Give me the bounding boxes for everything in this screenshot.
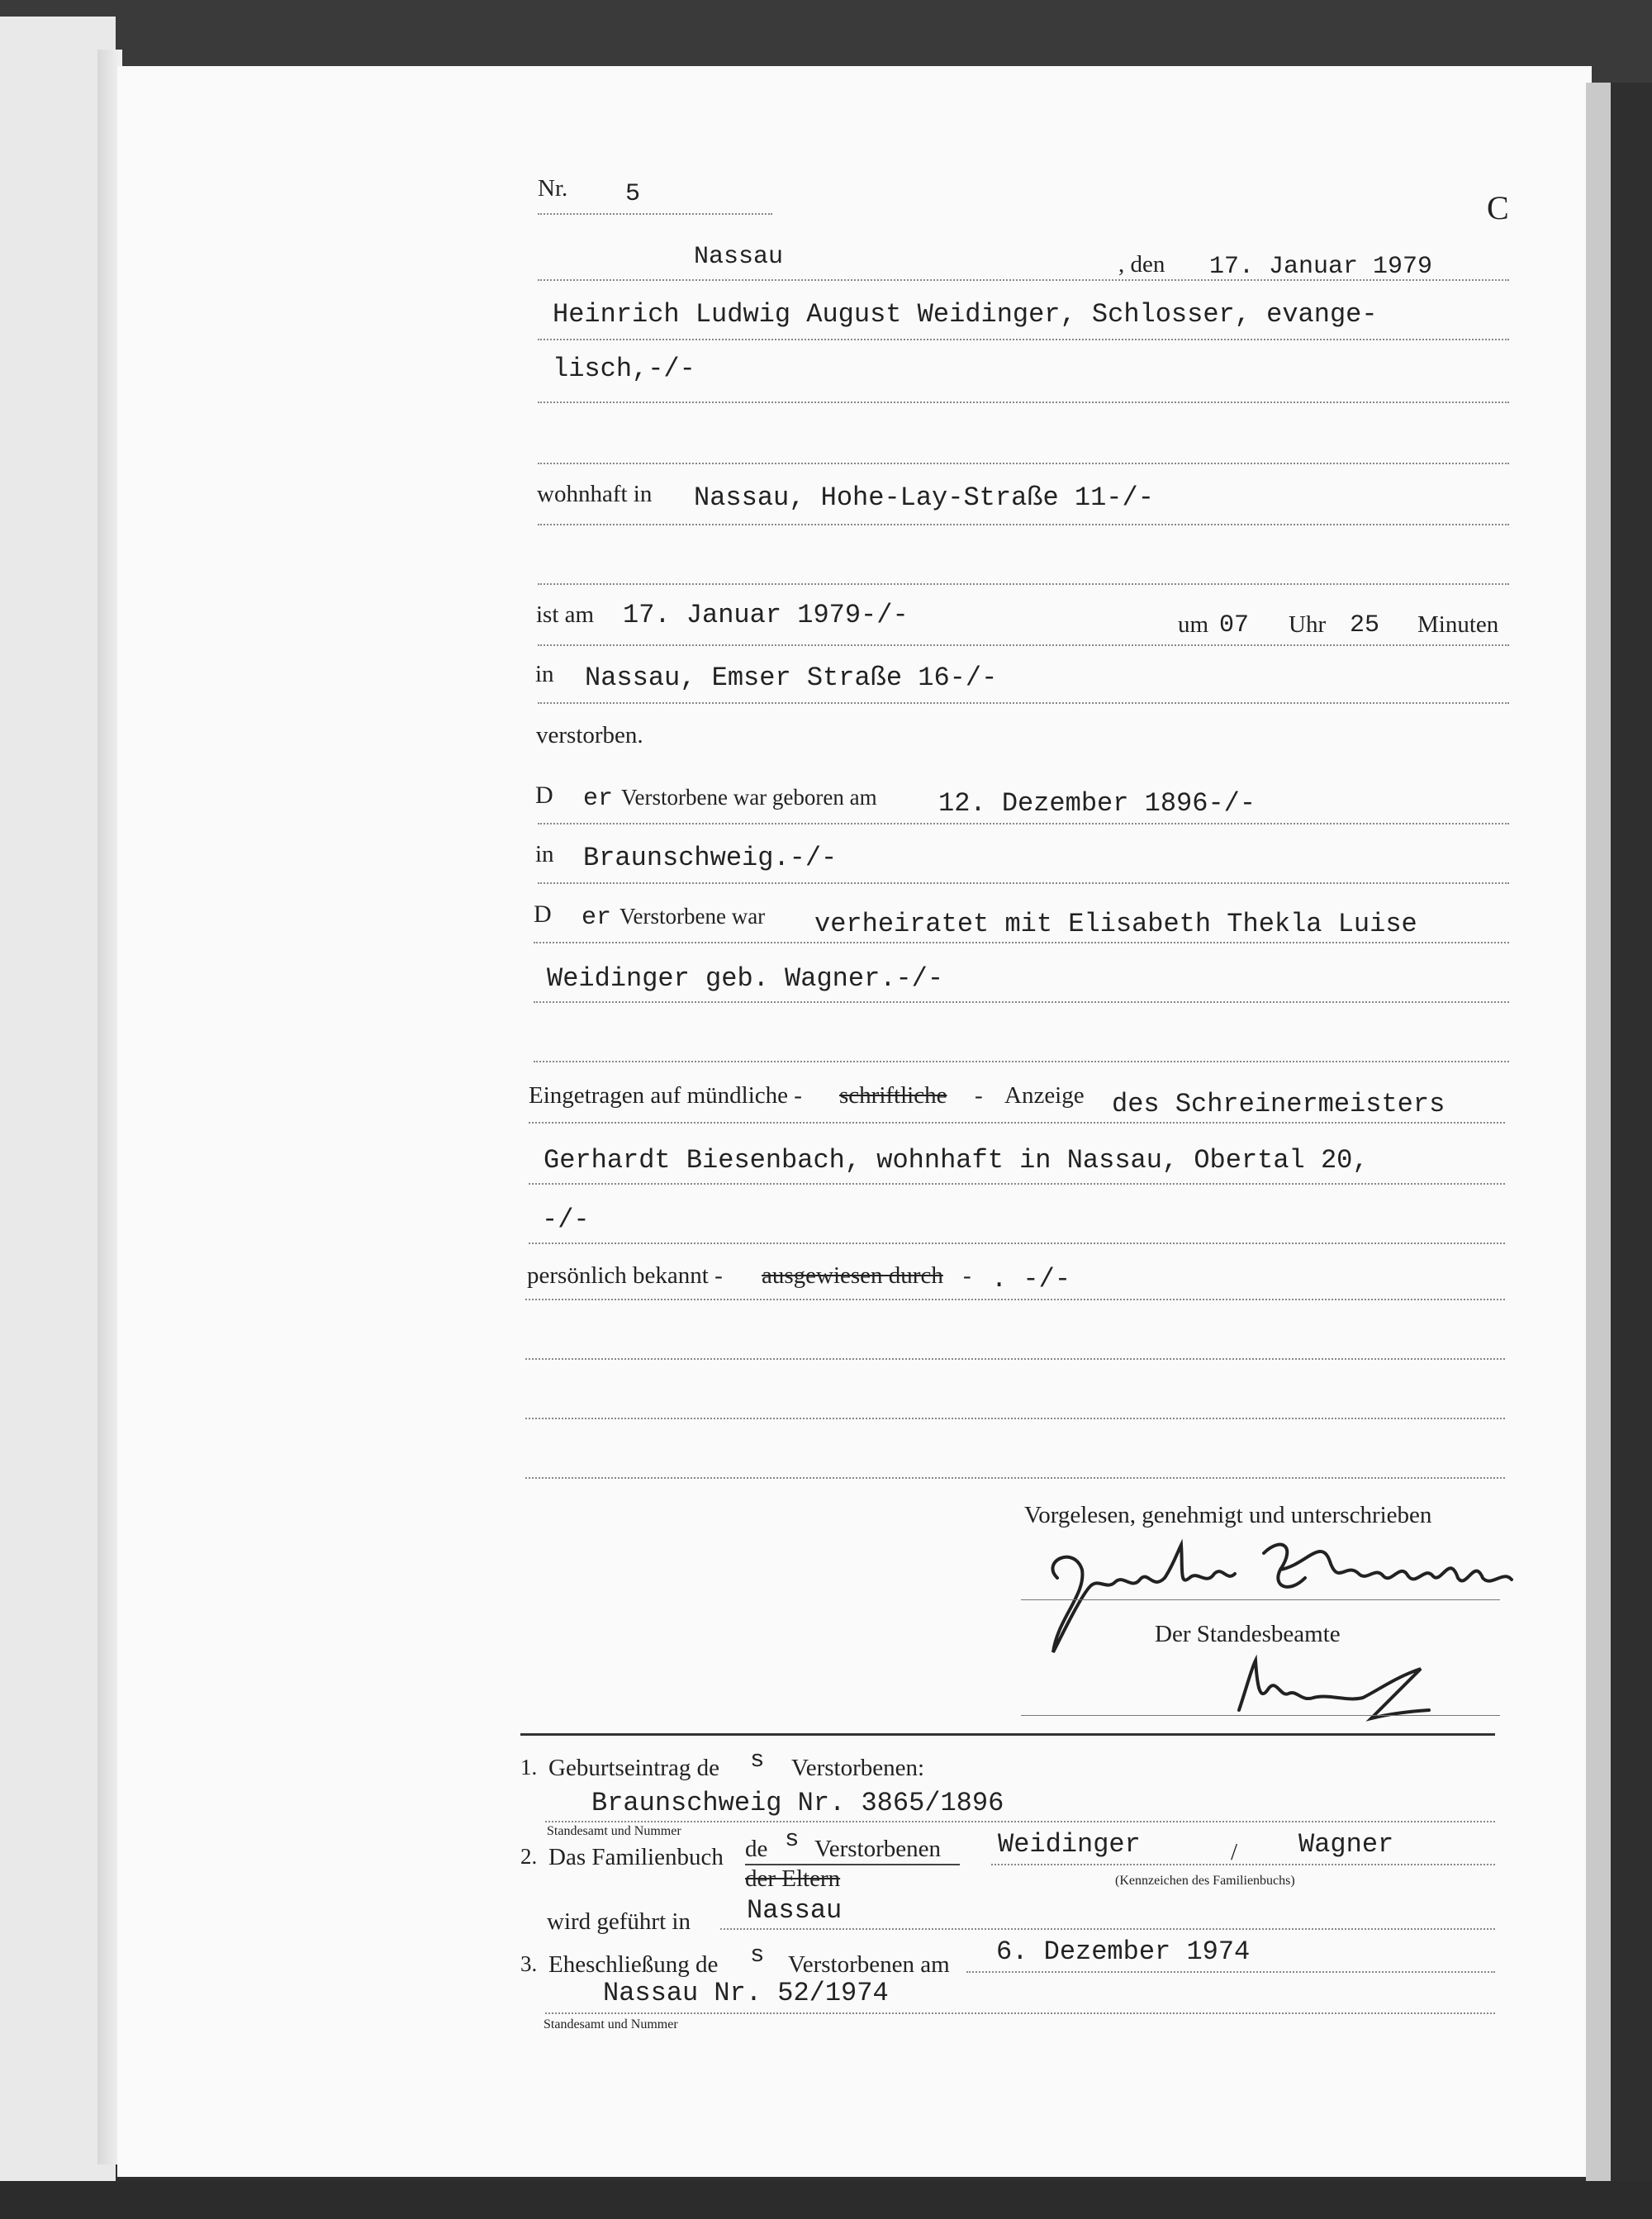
residence-value: Nassau, Hohe-Lay-Straße 11-/-	[694, 482, 1154, 513]
note-2-name-2: Wagner	[1298, 1829, 1394, 1860]
blank-rule-3	[534, 1061, 1509, 1062]
um-label: um	[1178, 611, 1209, 638]
marriage-label: Verstorbene war	[620, 904, 766, 929]
blank-rule-4	[525, 1358, 1505, 1360]
death-hour: 07	[1219, 611, 1250, 639]
death-date: 17. Januar 1979-/-	[623, 600, 909, 630]
person-line-1: Heinrich Ludwig August Weidinger, Schlosser, evange-	[553, 299, 1378, 330]
note-2-place-rule	[720, 1928, 1495, 1930]
death-date-rule	[538, 644, 1509, 646]
known-value: . -/-	[991, 1264, 1071, 1295]
registration-anzeige: Anzeige	[1004, 1082, 1085, 1109]
official-label: Der Standesbeamte	[1155, 1621, 1341, 1647]
marriage-line-2-rule	[534, 1001, 1509, 1003]
death-label: ist am	[536, 601, 595, 628]
note-3-date-rule	[966, 1971, 1495, 1973]
death-minute: 25	[1350, 611, 1380, 639]
note-3-label: Eheschließung de	[548, 1951, 719, 1978]
place-value: Nassau	[694, 243, 784, 271]
blank-rule-5	[525, 1418, 1505, 1419]
note-2-verstorbenen: Verstorbenen	[814, 1836, 942, 1862]
death-place-rule	[538, 702, 1509, 704]
verstorben-label: verstorben.	[536, 722, 643, 748]
nr-label: Nr.	[538, 175, 568, 202]
note-3-label-2: Verstorbenen am	[788, 1951, 950, 1978]
note-1-s: s	[750, 1746, 765, 1774]
note-2-de: de	[745, 1836, 768, 1862]
marriage-line-2: Weidinger geb. Wagner.-/-	[547, 963, 944, 994]
death-in-label: in	[535, 661, 554, 687]
marriage-d-label: D	[534, 900, 552, 928]
page-edge	[1586, 83, 1611, 2181]
birth-date: 12. Dezember 1896-/-	[938, 788, 1256, 819]
note-1-rule	[545, 1821, 1495, 1822]
minuten-label: Minuten	[1417, 611, 1499, 638]
place-line	[538, 279, 1509, 281]
note-2-place: Nassau	[747, 1895, 843, 1926]
birth-label: Verstorbene war geboren am	[621, 785, 877, 810]
note-3-number: 3.	[520, 1951, 538, 1976]
note-2-name-rule	[991, 1864, 1495, 1865]
registration-line-1-rule	[529, 1122, 1505, 1124]
den-label: , den	[1118, 251, 1165, 278]
book-bottom	[0, 2181, 1652, 2219]
official-sign-rule	[1021, 1715, 1500, 1716]
note-3-value: Nassau Nr. 52/1974	[603, 1978, 889, 2008]
blank-rule-1	[538, 463, 1509, 464]
note-3-rule	[545, 2012, 1495, 2014]
section-separator	[520, 1733, 1495, 1736]
nr-line	[538, 213, 772, 215]
registration-line-1: des Schreinermeisters	[1112, 1089, 1446, 1119]
known-dash: -	[963, 1262, 971, 1289]
birth-er: er	[583, 785, 614, 813]
note-3-s: s	[750, 1941, 765, 1969]
informant-sign-rule	[1021, 1599, 1500, 1600]
person-line-2-rule	[538, 402, 1509, 403]
marriage-line-1-rule	[534, 942, 1509, 943]
birth-date-rule	[538, 823, 1509, 824]
birth-place-rule	[538, 882, 1509, 884]
registration-label: Eingetragen auf mündliche -	[529, 1082, 802, 1109]
marriage-line-1: verheiratet mit Elisabeth Thekla Luise	[814, 909, 1417, 939]
header-date: 17. Januar 1979	[1209, 253, 1433, 281]
birth-d-label: D	[535, 782, 553, 809]
note-2-eltern: der Eltern	[745, 1865, 841, 1892]
note-1-label-2: Verstorbenen:	[791, 1755, 925, 1781]
blank-rule-2	[538, 583, 1509, 585]
marriage-er: er	[582, 904, 612, 932]
note-1-caption: Standesamt und Nummer	[547, 1824, 681, 1838]
registration-struck: schriftliche	[839, 1082, 947, 1109]
known-struck: ausgewiesen durch	[762, 1262, 943, 1289]
death-place: Nassau, Emser Straße 16-/-	[585, 663, 998, 693]
registration-line-3-rule	[529, 1243, 1505, 1244]
note-1-label: Geburtseintrag de	[548, 1755, 719, 1781]
nr-value: 5	[625, 180, 641, 208]
residence-label: wohnhaft in	[537, 481, 653, 507]
note-2-slash: /	[1231, 1839, 1238, 1865]
note-3-date: 6. Dezember 1974	[996, 1936, 1251, 1967]
note-2-label: Das Familienbuch	[548, 1844, 724, 1870]
registration-line-3: -/-	[542, 1205, 590, 1235]
note-2-s: s	[785, 1826, 800, 1853]
note-2-caption: (Kennzeichen des Familienbuchs)	[1115, 1874, 1295, 1888]
note-1-value: Braunschweig Nr. 3865/1896	[591, 1788, 1004, 1818]
person-line-2: lisch,-/-	[553, 354, 695, 384]
note-3-caption: Standesamt und Nummer	[544, 2017, 678, 2031]
blank-rule-6	[525, 1477, 1505, 1479]
note-2-wird-label: wird geführt in	[547, 1908, 691, 1935]
read-approved-text: Vorgelesen, genehmigt und unterschrieben	[1024, 1502, 1432, 1528]
registration-line-2-rule	[529, 1183, 1505, 1185]
known-rule	[525, 1299, 1505, 1300]
register-letter: C	[1487, 189, 1509, 226]
person-line-1-rule	[538, 339, 1509, 340]
note-2-number: 2.	[520, 1844, 538, 1869]
birth-in-label: in	[535, 841, 554, 867]
note-1-number: 1.	[520, 1755, 538, 1779]
note-2-name-1: Weidinger	[998, 1829, 1141, 1860]
registration-dash: -	[975, 1082, 983, 1109]
registration-line-2: Gerhardt Biesenbach, wohnhaft in Nassau, Obertal 20,	[544, 1145, 1369, 1176]
known-label: persönlich bekannt -	[527, 1262, 723, 1289]
birth-place: Braunschweig.-/-	[583, 843, 838, 873]
residence-rule	[538, 524, 1509, 525]
uhr-label: Uhr	[1289, 611, 1327, 638]
